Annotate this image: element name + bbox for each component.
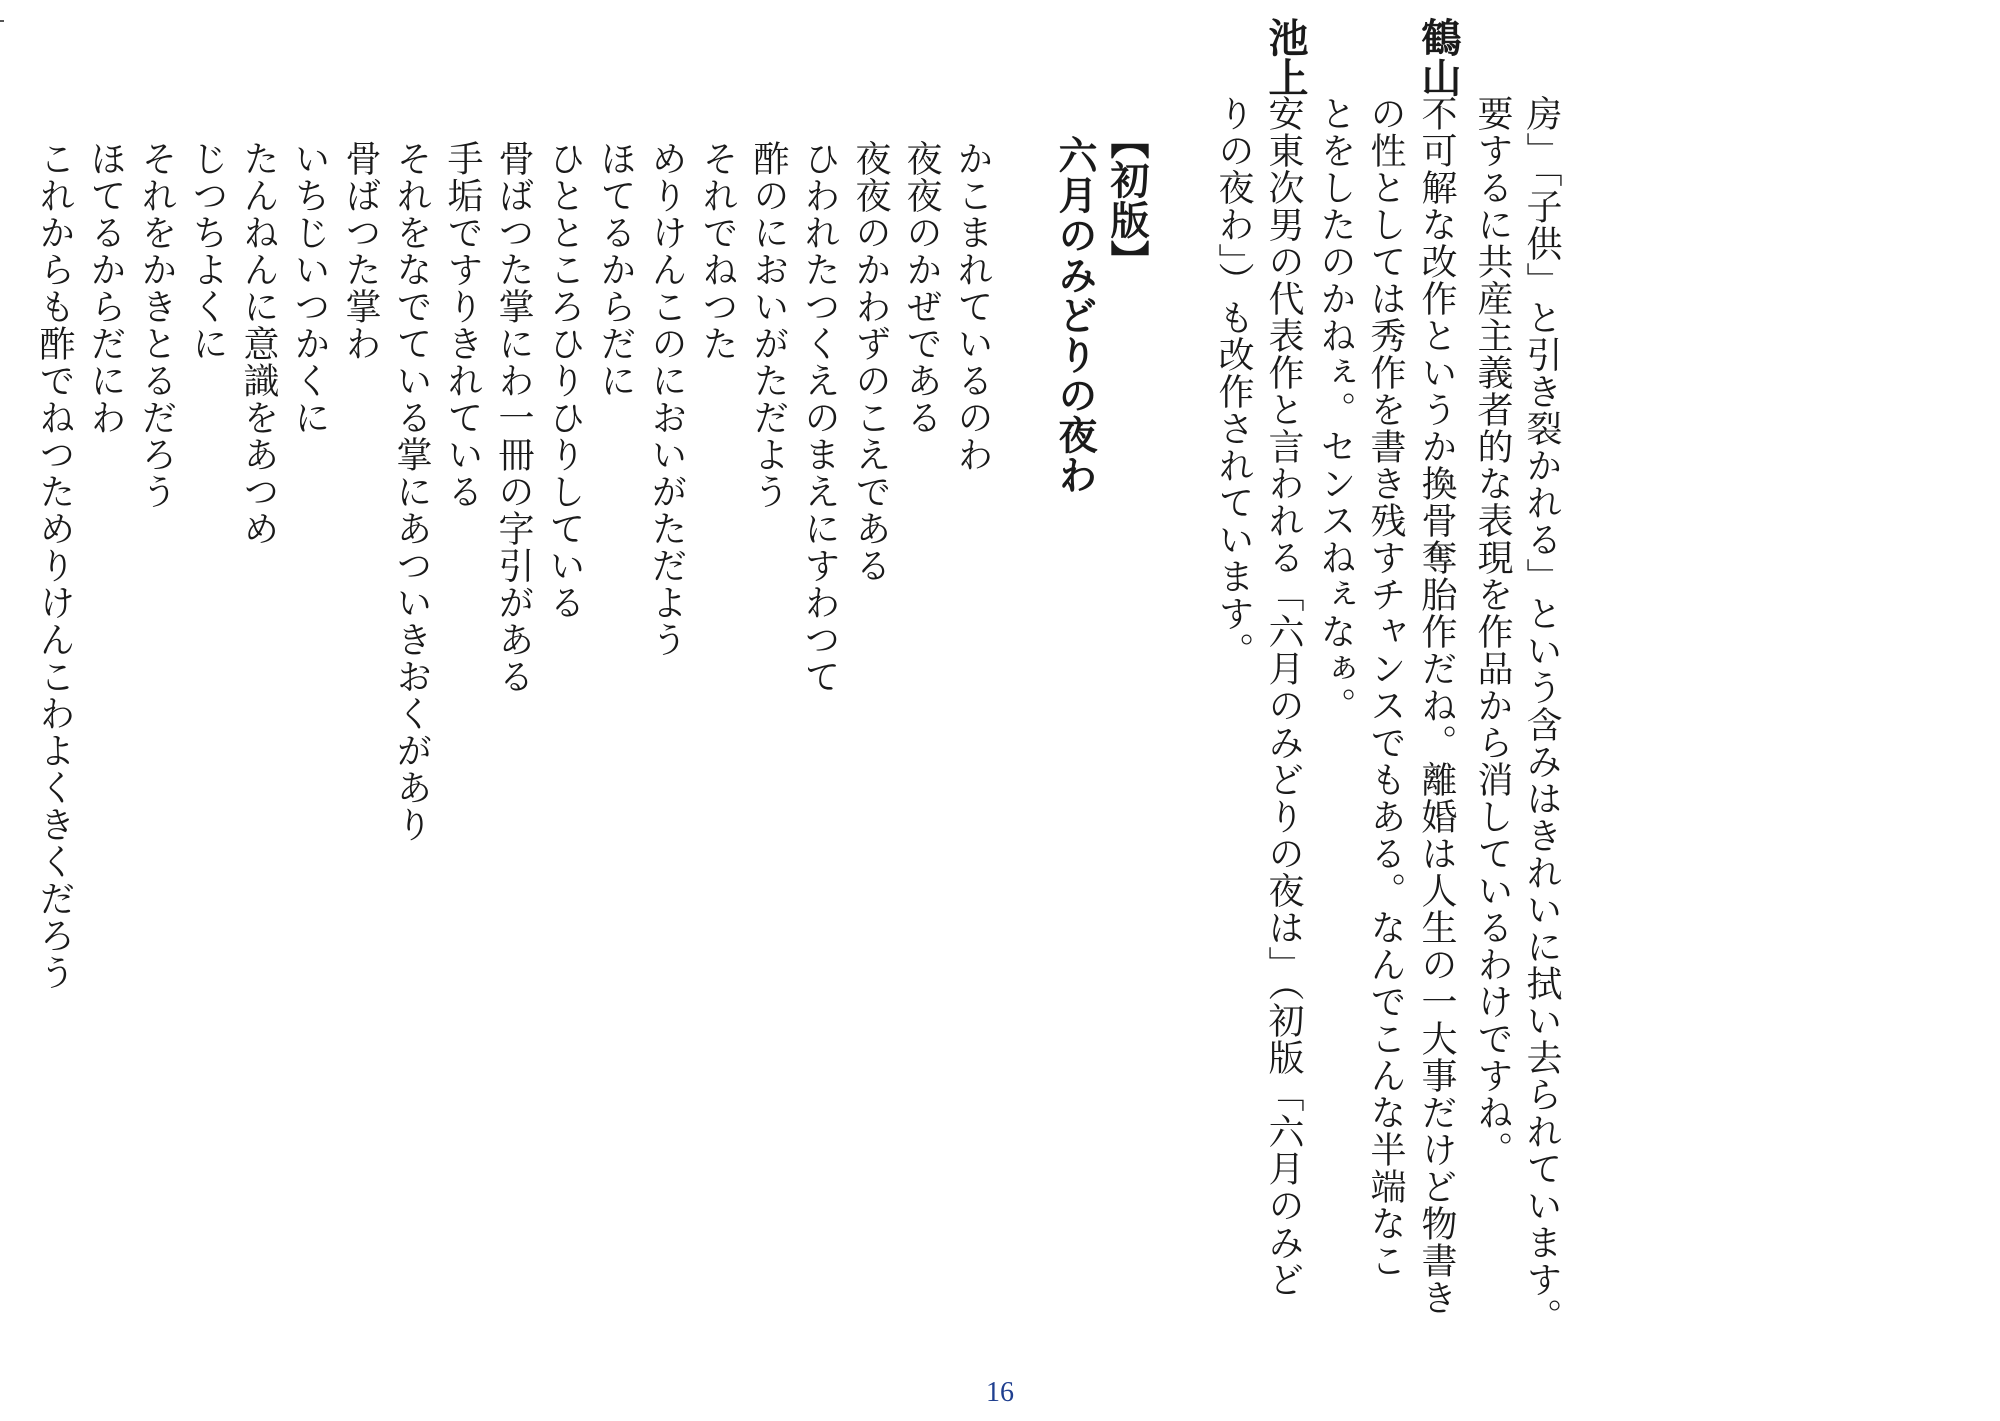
speaker-ikegami: 池上 — [1262, 17, 1309, 97]
poem-line-9: ひとところひりひりしている — [544, 140, 585, 621]
poem-line-8: ほてるからだに — [595, 140, 636, 399]
poem-line-6: それでねつた — [697, 140, 738, 362]
dialogue-line-2: 要するに共産主義者的な表現を作品から消しているわけですね。 — [1472, 95, 1513, 1168]
poem-line-12: それをなでている掌にあついきおくがあり — [391, 140, 432, 843]
page-number: 16 — [986, 1377, 1014, 1408]
poem-line-3: 夜夜のかわずのこえである — [850, 140, 891, 584]
dialogue-line-7: りの夜わ」）も改作されています。 — [1213, 95, 1254, 669]
poem-line-2: 夜夜のかぜである — [901, 140, 942, 436]
dialogue-line-6: 安東次男の代表作と言われる「六月のみどりの夜は」（初版「六月のみど — [1263, 95, 1304, 1298]
poem-line-11: 手垢ですりきれている — [442, 140, 483, 510]
poem-line-19: これからも酢でねつためりけんこわよくきくだろう — [34, 140, 75, 991]
poem-line-16: じつちよくに — [187, 140, 228, 362]
poem-line-14: いちじいつかくに — [289, 140, 330, 436]
poem-title: 六月のみどりの夜わ — [1052, 135, 1098, 495]
speaker-tsuruyama: 鶴山 — [1415, 17, 1462, 97]
poem-line-5: 酢のにおいがただよう — [748, 140, 789, 510]
poem-line-7: めりけんこのにおいがただよう — [646, 140, 687, 658]
dialogue-line-3: 不可解な改作というか換骨奪胎作だね。離婚は人生の一大事だけど物書き — [1416, 95, 1457, 1316]
dialogue-line-5: とをしたのかねぇ。センスねぇなぁ。 — [1315, 95, 1356, 724]
poem-line-10: 骨ばつた掌にわ一冊の字引がある — [493, 140, 534, 695]
poem-line-13: 骨ばつた掌わ — [340, 140, 381, 362]
poem-line-17: それをかきとるだろう — [136, 140, 177, 510]
poem-line-4: ひわれたつくえのまえにすわつて — [799, 140, 840, 695]
dialogue-line-4: の性としては秀作を書き残すチャンスでもある。なんでこんな半端なこ — [1365, 95, 1406, 1279]
corner-crop-mark — [0, 20, 4, 22]
poem-edition-label: 【初版】 — [1104, 120, 1150, 280]
poem-line-15: たんねんに意識をあつめ — [238, 140, 279, 547]
poem-line-18: ほてるからだにわ — [85, 140, 126, 436]
dialogue-line-1: 房」「子供」と引き裂かれる」という含みはきれいに拭い去られています。 — [1521, 95, 1562, 1335]
poem-line-1: かこまれているのわ — [952, 140, 993, 473]
